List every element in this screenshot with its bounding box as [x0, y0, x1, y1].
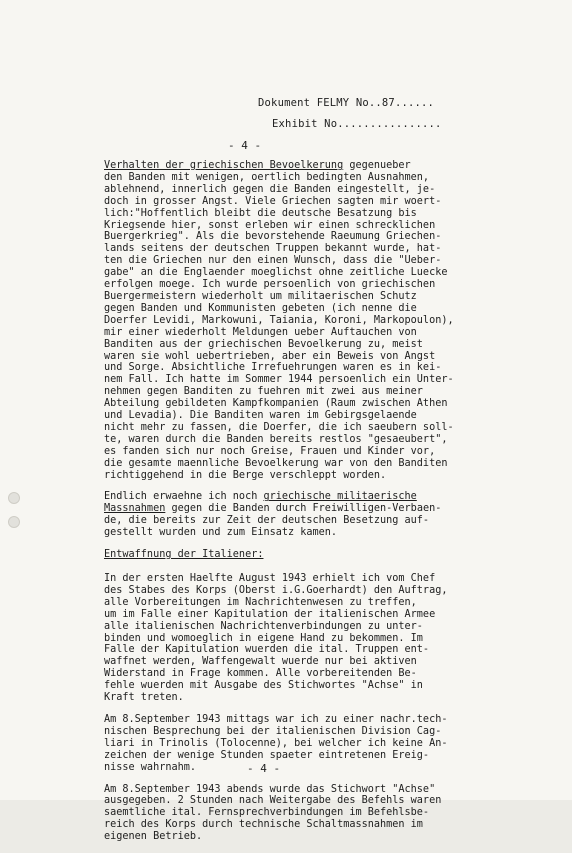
- document-number: Dokument FELMY No..87......: [258, 97, 435, 109]
- page-number-bottom: - 4 -: [247, 762, 281, 775]
- paragraph: In der ersten Haelfte August 1943 erhielt ich vom Chef des Stabes des Korps (Oberst i.G.Goerhardt) den Auftrag, alle Vorbereitungen im Nachrichtenwesen zu treffen, um im Falle einer Kapitulation der italienischen Armee alle italienischen Nachrichtenverbindungen zu unter- binden und womoeglich in eigene Hand zu bekommen. Im Falle der Kapitulation wuerden die ital. Truppen ent- waffnet werden, Waffengewalt wuerde nur bei aktiven Widerstand in Frage kommen. Alle vorbereitenden Be- fehle wuerden mit Ausgabe des Stichwortes "Achse" in Kraft treten.: [104, 573, 448, 704]
- underlined-phrase: griechische militaerische Massnahmen: [104, 491, 417, 515]
- exhibit-number: Exhibit No................: [272, 118, 442, 130]
- paragraph: Am 8.September 1943 abends wurde das Stichwort "Achse" ausgegeben. 2 Stunden nach Weitergabe des Befehls waren saemtliche ital. Fernsprechverbindungen im Befehlsbe- reich des Korps durch technische Schaltmassnahmen im eigenen Betrieb.: [104, 783, 442, 843]
- punch-hole: [8, 516, 20, 528]
- paragraph: [104, 491, 509, 539]
- page-number-top: - 4 -: [228, 139, 262, 152]
- paragraph: Am 8.September 1943 mittags war ich zu einer nachr.tech- nischen Besprechung bei der italienischen Division Cag- liari in Trinolis (Tolocenne), bei welcher ich keine An- zeichen der wenige Stunden spaeter eintretenen Ereig- nisse wahrnahm.: [104, 713, 448, 773]
- paragraph: [104, 160, 509, 481]
- document-body: [104, 160, 509, 853]
- section-heading-disarmament: Entwaffnung der Italiener:: [104, 549, 264, 561]
- punch-hole: [8, 492, 20, 504]
- section-heading-behavior: Verhalten der griechischen Bevoelkerung: [104, 160, 344, 171]
- paragraph-text: gegen die Banden durch Freiwilligen-Verbaen- de, die bereits zur Zeit der deutschen Besetzung auf- gestellt wurden und zum Einsatz kamen.: [104, 503, 442, 539]
- paragraph-text: Endlich erwaehne ich noch: [104, 491, 264, 503]
- paragraph-text: gegenueber den Banden mit wenigen, oertlich bedingten Ausnahmen, ablehnend, innerlich gegen die Banden eingestellt, je- doch in grosser Angst. Viele Griechen sagten mir woert- lich:"Hoffentlich bleibt die deutsche Besatzung bis Kriegsende hier, sonst erleben wir einen schrecklichen Buergerkrieg". Als die bevorstehende Raeumung Griechen- lands seitens der deutschen Truppen bekannt wurde, hat- ten die Griechen nur den einen Wunsch, dass die "Ueber- gabe" an die Englaender moeglichst ohne zeitliche Luecke erfolgen moege. Ich wurde persoenlich von griechischen Buergermeistern wiederholt um militaerischen Schutz gegen Banden und Kommunisten gebeten (ich nenne die Doerfer Levidi, Markowuni, Taiania, Koroni, Markopoulon), mir einer wiederholt Meldungen ueber Auftauchen von Banditen aus der griechischen Bevoelkerung zu, meist waren sie wohl uebertrieben, aber ein Beweis von Angst und Sorge. Absichtliche Irrefuehrungen waren es in kei- nem Fall. Ich hatte im Sommer 1944 persoenlich ein Unter- nehmen gegen Banditen zu fuehren mit zwei aus meiner Abteilung gebildeten Kampfkompanien (Raum zwischen Athen und Levadia). Die Banditen waren im Gebirgsgelaende nicht mehr zu fassen, die Doerfer, die ich saeubern soll- te, waren durch die Banden bereits restlos "gesaeubert", es fanden sich nur noch Greise, Frauen und Kinder vor, die gesamte maennliche Bevoelkerung war von den Banditen richtiggehend in die Berge verschleppt worden.: [104, 160, 454, 481]
